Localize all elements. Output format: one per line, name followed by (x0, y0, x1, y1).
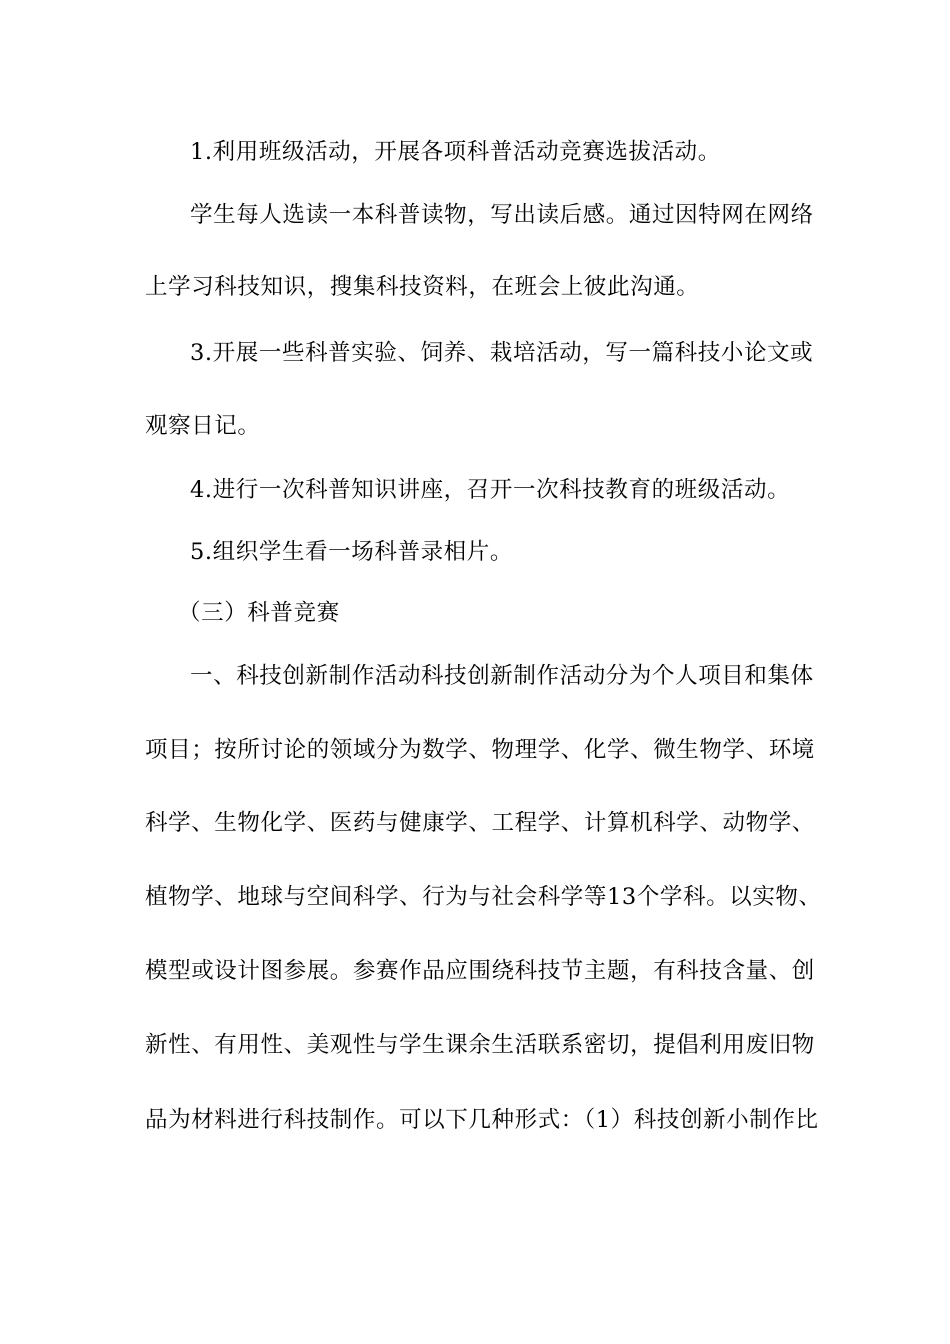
paragraph-line-14: 新性、有用性、美观性与学生课余生活联系密切，提倡利用废旧物 (145, 1032, 815, 1058)
paragraph-line-3: 上学习科技知识，搜集科技资料，在班会上彼此沟通。 (145, 274, 700, 300)
paragraph-line-15: 品为材料进行科技制作。可以下几种形式：（1）科技创新小制作比 (145, 1107, 819, 1133)
paragraph-line-2: 学生每人选读一本科普读物，写出读后感。通过因特网在网络 (190, 202, 814, 228)
paragraph-line-10: 项目；按所讨论的领域分为数学、物理学、化学、微生物学、环境 (145, 737, 815, 763)
paragraph-line-11: 科学、生物化学、医药与健康学、工程学、计算机科学、动物学、 (145, 810, 815, 836)
paragraph-line-6: 4.进行一次科普知识讲座，召开一次科技教育的班级活动。 (190, 477, 791, 503)
paragraph-line-12: 植物学、地球与空间科学、行为与社会科学等13个学科。以实物、 (145, 884, 822, 910)
paragraph-line-5: 观察日记。 (145, 413, 261, 439)
paragraph-line-7: 5.组织学生看一场科普录相片。 (190, 539, 513, 565)
paragraph-line-9: 一、科技创新制作活动科技创新制作活动分为个人项目和集体 (190, 663, 814, 689)
paragraph-line-1: 1.利用班级活动，开展各项科普活动竞赛选拔活动。 (190, 139, 721, 165)
paragraph-line-4: 3.开展一些科普实验、饲养、栽培活动，写一篇科技小论文或 (190, 340, 814, 366)
section-heading: （三）科普竞赛 (178, 600, 340, 626)
paragraph-line-13: 模型或设计图参展。参赛作品应围绕科技节主题，有科技含量、创 (145, 958, 815, 984)
